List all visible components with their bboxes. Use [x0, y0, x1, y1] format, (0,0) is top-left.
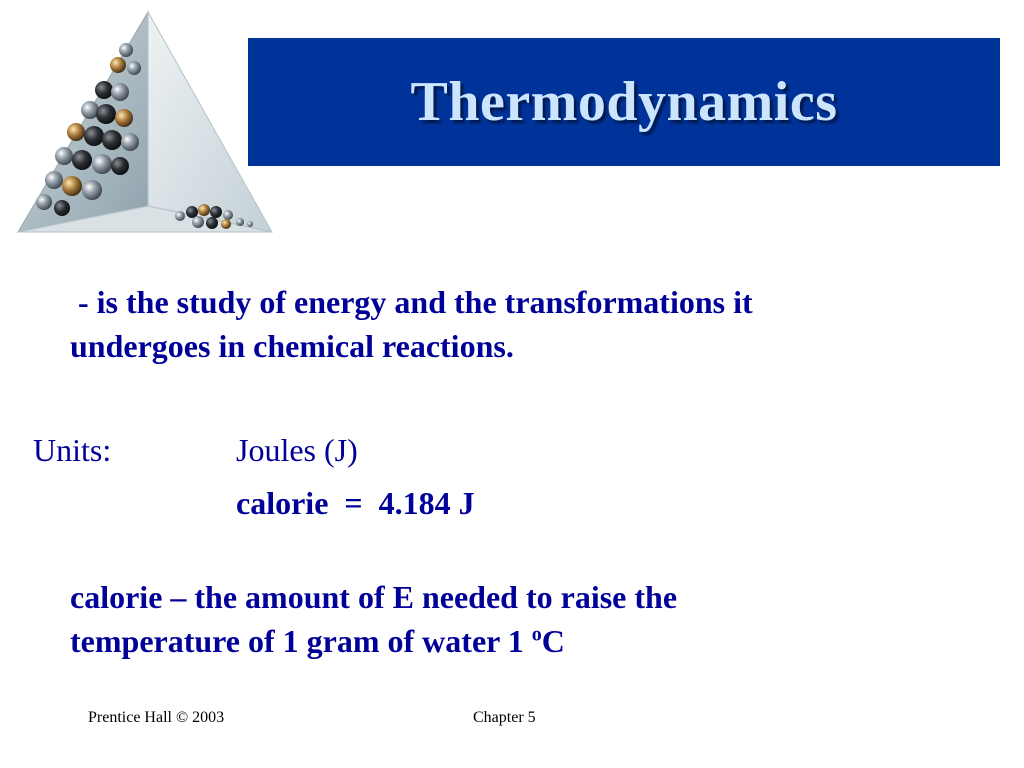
degree-symbol: o	[531, 623, 542, 646]
calorie-line-1: calorie – the amount of E needed to raise the	[70, 579, 678, 615]
footer-copyright: Prentice Hall © 2003	[88, 709, 225, 726]
definition-text	[70, 280, 753, 368]
molecule-pyramid-icon	[14, 10, 276, 238]
title-bar	[248, 38, 1000, 166]
definition-line-1: - is the study of energy and the transformations it	[70, 284, 753, 320]
footer-chapter: Chapter 5	[473, 709, 536, 726]
calorie-definition	[70, 575, 677, 663]
calorie-line-2: temperature of 1 gram of water 1	[70, 623, 532, 659]
page-title: Thermodynamics	[410, 71, 838, 133]
celsius-unit: C	[541, 623, 565, 659]
units-label: Units:	[33, 432, 112, 468]
definition-line-2: undergoes in chemical reactions.	[70, 328, 514, 364]
units-calorie-conversion: calorie = 4.184 J	[236, 485, 475, 521]
units-joules: Joules (J)	[236, 432, 358, 468]
